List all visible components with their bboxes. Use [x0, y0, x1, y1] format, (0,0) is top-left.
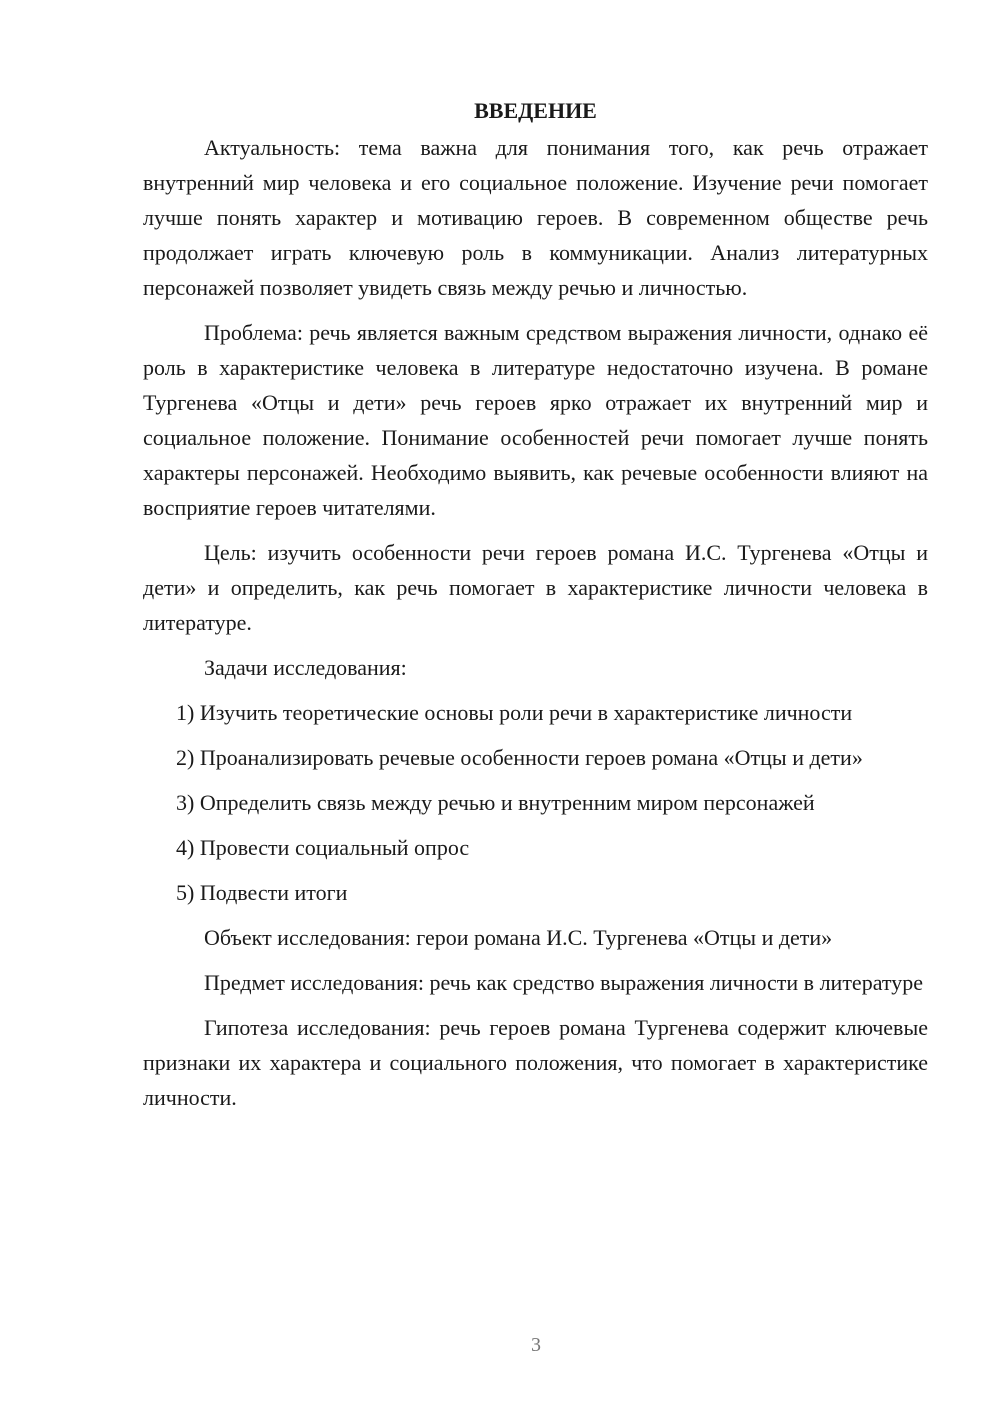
- page-content: [143, 96, 928, 1125]
- subject-paragraph: Предмет исследования: речь как средство выражения личности в литературе: [204, 970, 923, 995]
- hypothesis-paragraph: Гипотеза исследования: речь героев романа Тургенева содержит ключевые признаки их характера и социального положения, что помогает в характеристике личности.: [143, 1015, 928, 1110]
- tasks-heading: Задачи исследования:: [204, 655, 407, 680]
- task-item: 2) Проанализировать речевые особенности героев романа «Отцы и дети»: [176, 745, 863, 770]
- page-title: ВВЕДЕНИЕ: [474, 98, 597, 123]
- page-number: 3: [531, 1334, 541, 1356]
- task-item: 4) Провести социальный опрос: [176, 835, 470, 860]
- object-paragraph: Объект исследования: герои романа И.С. Тургенева «Отцы и дети»: [204, 925, 833, 950]
- relevance-paragraph: Актуальность: тема важна для понимания того, как речь отражает внутренний мир человека и его социальное положение. Изучение речи помогает лучше понять характер и мотивацию героев. В современном обществе речь продолжает играть ключевую роль в коммуникации. Анализ литературных персонажей позволяет увидеть связь между речью и личностью.: [143, 135, 928, 300]
- task-item: 3) Определить связь между речью и внутренним миром персонажей: [176, 790, 815, 815]
- goal-paragraph: Цель: изучить особенности речи героев романа И.С. Тургенева «Отцы и дети» и определить, как речь помогает в характеристике личности человека в литературе.: [143, 540, 928, 635]
- task-item: 5) Подвести итоги: [176, 880, 348, 905]
- problem-paragraph: Проблема: речь является важным средством выражения личности, однако её роль в характеристике человека в литературе недостаточно изучена. В романе Тургенева «Отцы и дети» речь героев ярко отражает их внутренний мир и социальное положение. Понимание особенностей речи помогает лучше понять характеры персонажей. Необходимо выявить, как речевые особенности влияют на восприятие героев читателями.: [143, 320, 928, 520]
- task-item: 1) Изучить теоретические основы роли речи в характеристике личности: [176, 700, 853, 725]
